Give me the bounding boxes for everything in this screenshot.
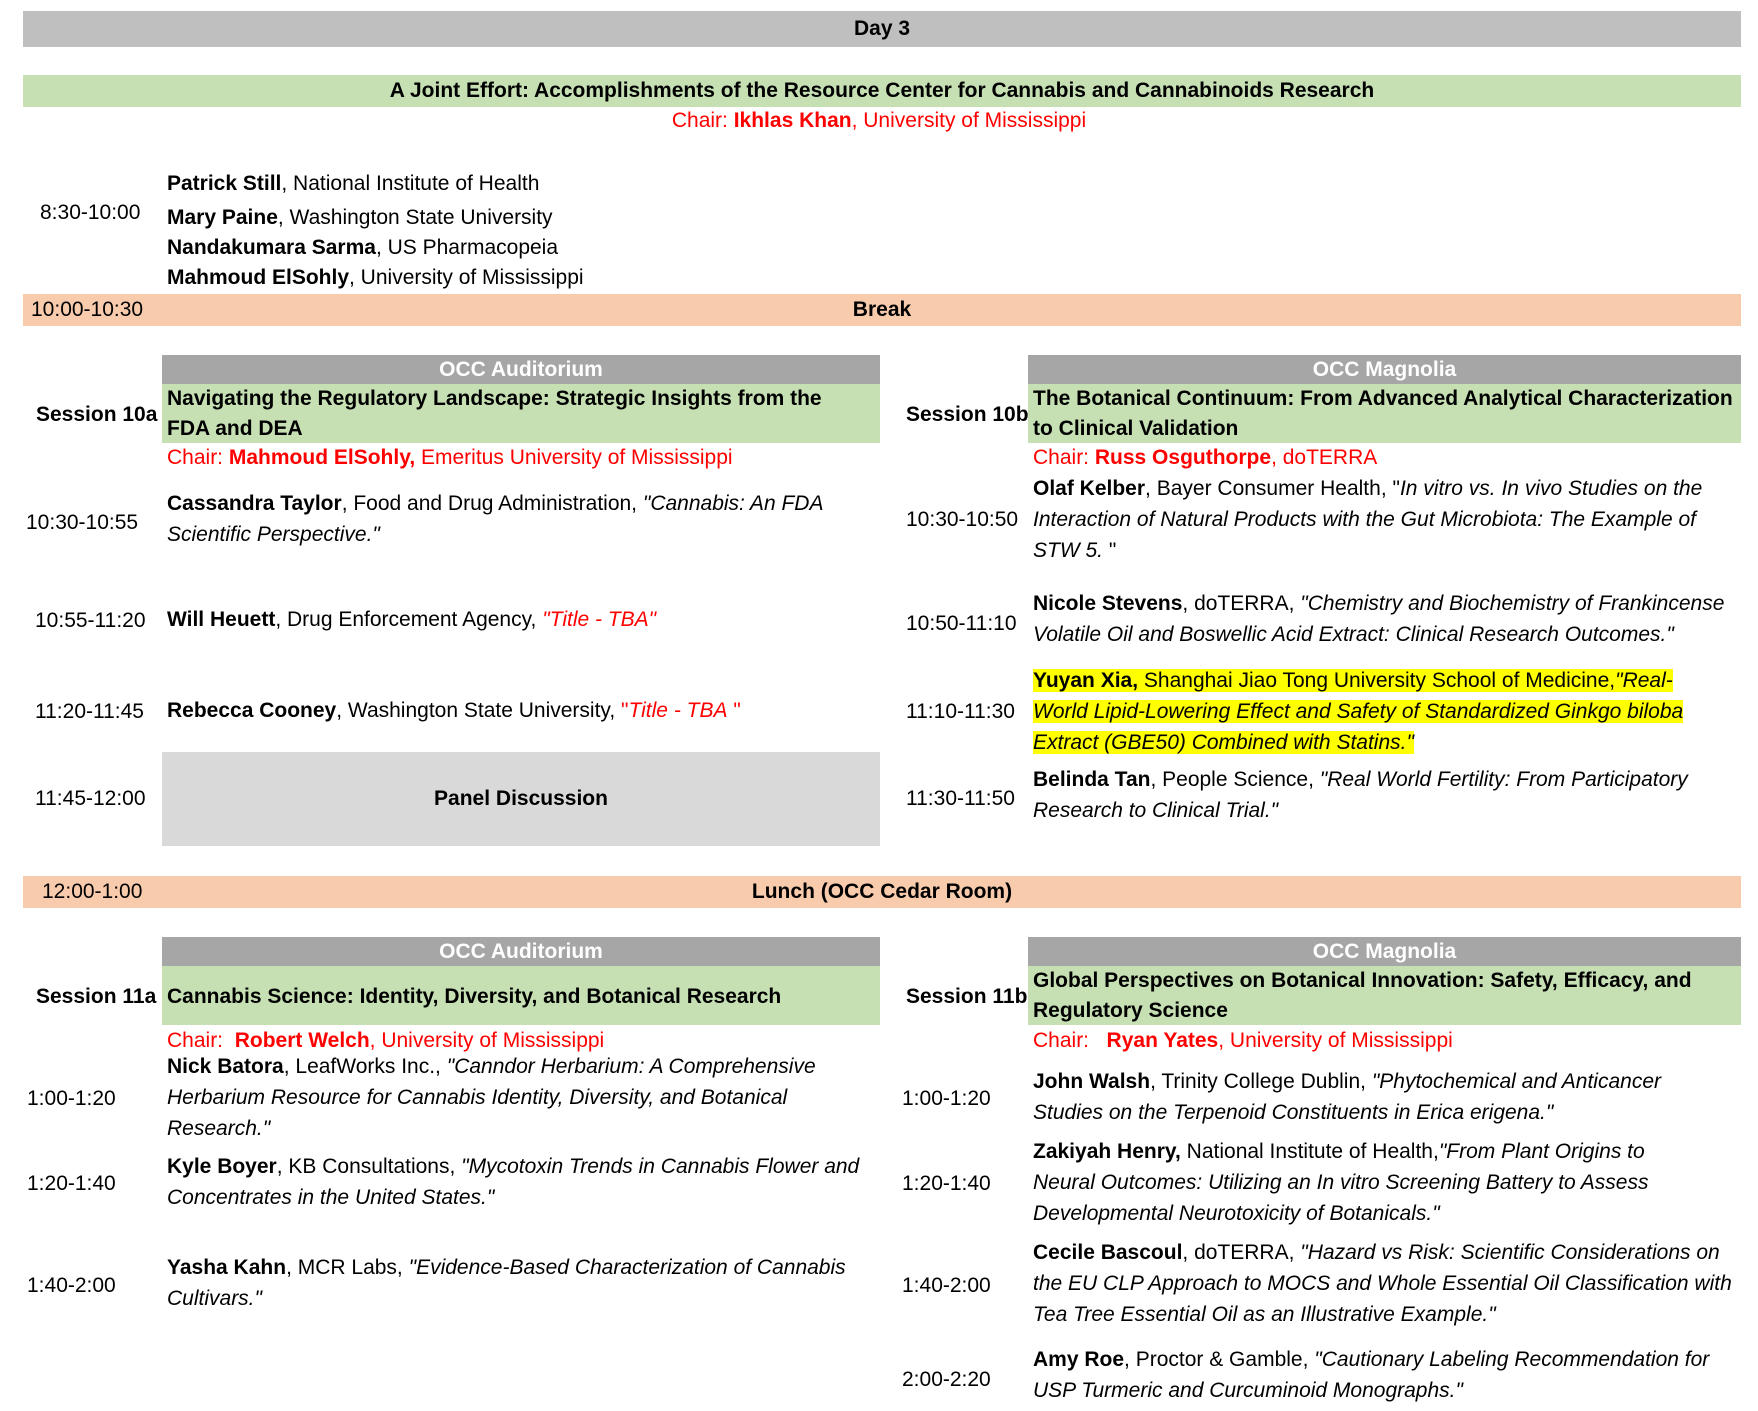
break-label: Break	[852, 298, 912, 321]
session11b-title: Global Perspectives on Botanical Innovation: Safety, Efficacy, and	[1033, 969, 1692, 992]
plenary-speaker: Nandakumara Sarma, US Pharmacopeia	[167, 236, 559, 259]
lunch-bar	[23, 876, 1741, 908]
talk-time: 11:30-11:50	[906, 787, 1015, 810]
session11a-title: Cannabis Science: Identity, Diversity, and Botanical Research	[167, 985, 782, 1008]
talk-title: Scientific Perspective."	[167, 523, 380, 546]
talk-entry: Will Heuett, Drug Enforcement Agency, "Title - TBA"	[167, 608, 657, 631]
talk-title: Research."	[167, 1117, 271, 1140]
talk-title: Extract (GBE50) Combined with Statins."	[1033, 731, 1414, 754]
talk-title: Tea Tree Essential Oil as an Illustrative Example."	[1033, 1303, 1496, 1326]
talk-title: STW 5. "	[1033, 539, 1117, 562]
talk-title: World Lipid-Lowering Effect and Safety of Standardized Ginkgo biloba	[1033, 700, 1684, 723]
talk-title: Developmental Neurotoxicity of Botanicals."	[1033, 1202, 1440, 1225]
talk-time: 2:00-2:20	[902, 1368, 991, 1391]
plenary-chair: Chair: Ikhlas Khan, University of Mississippi	[671, 109, 1087, 132]
talk-time: 10:30-10:55	[26, 511, 139, 534]
session10b-room: OCC Magnolia	[1028, 355, 1741, 384]
lunch-time: 12:00-1:00	[42, 880, 143, 903]
session10a-label: Session 10a	[36, 403, 158, 426]
talk-time: 10:50-11:10	[906, 612, 1017, 635]
break-bar	[23, 294, 1741, 326]
talk-entry: Cecile Bascoul, doTERRA, "Hazard vs Risk: Scientific Considerations on	[1033, 1241, 1720, 1264]
plenary-speaker: Mahmoud ElSohly, University of Mississippi	[167, 266, 584, 289]
session10a-title: FDA and DEA	[167, 417, 303, 440]
talk-time: 10:55-11:20	[35, 609, 146, 632]
session10a-chair: Chair: Mahmoud ElSohly, Emeritus University of Mississippi	[167, 446, 733, 469]
session10b-label: Session 10b	[906, 403, 1029, 426]
talk-time: 1:40-2:00	[27, 1274, 116, 1297]
plenary-title: A Joint Effort: Accomplishments of the Resource Center for Cannabis and Cannabinoids Research	[389, 79, 1375, 102]
talk-title: Volatile Oil and Boswellic Acid Extract: Clinical Research Outcomes."	[1033, 623, 1674, 646]
break-time: 10:00-10:30	[31, 298, 144, 321]
talk-time: 10:30-10:50	[906, 508, 1019, 531]
talk-title: Herbarium Resource for Cannabis Identity, Diversity, and Botanical	[167, 1086, 788, 1109]
day-title: Day 3	[853, 17, 911, 40]
talk-entry: Belinda Tan, People Science, "Real World Fertility: From Participatory	[1033, 768, 1688, 791]
talk-entry-highlighted: Yuyan Xia, Shanghai Jiao Tong University School of Medicine,"Real-	[1033, 669, 1673, 692]
plenary-speaker: Patrick Still, National Institute of Health	[167, 172, 540, 195]
session10b-title: The Botanical Continuum: From Advanced Analytical Characterization	[1033, 387, 1733, 410]
talk-title: Studies on the Terpenoid Constituents in Erica erigena."	[1033, 1101, 1554, 1124]
talk-time: 11:10-11:30	[906, 700, 1015, 723]
session11b-chair: Chair: Ryan Yates, University of Mississippi	[1033, 1029, 1453, 1052]
talk-time: 1:00-1:20	[902, 1087, 991, 1110]
talk-time: 11:20-11:45	[35, 700, 144, 723]
talk-entry: Zakiyah Henry, National Institute of Health,"From Plant Origins to	[1033, 1140, 1645, 1163]
plenary-title-bar	[23, 75, 1741, 107]
session10a-title: Navigating the Regulatory Landscape: Strategic Insights from the	[167, 387, 822, 410]
plenary-chair-name: Ikhlas Khan	[733, 109, 852, 132]
plenary-speaker: Mary Paine, Washington State University	[167, 206, 553, 229]
session11a-room: OCC Auditorium	[162, 937, 880, 966]
talk-entry: Kyle Boyer, KB Consultations, "Mycotoxin Trends in Cannabis Flower and	[167, 1155, 860, 1178]
talk-time: 1:40-2:00	[902, 1274, 991, 1297]
session11a-chair: Chair: Robert Welch, University of Mississippi	[167, 1029, 605, 1052]
session10a-room: OCC Auditorium	[162, 355, 880, 384]
talk-title: Neural Outcomes: Utilizing an In vitro Screening Battery to Assess	[1033, 1171, 1649, 1194]
talk-entry: Rebecca Cooney, Washington State University, "Title - TBA "	[167, 699, 741, 722]
session11a-label: Session 11a	[36, 985, 157, 1008]
talk-title: USP Turmeric and Curcuminoid Monographs."	[1033, 1379, 1463, 1402]
plenary-time: 8:30-10:00	[40, 201, 141, 224]
talk-entry: Amy Roe, Proctor & Gamble, "Cautionary Labeling Recommendation for	[1033, 1348, 1710, 1371]
talk-time: 11:45-12:00	[35, 787, 146, 810]
talk-title: Cultivars."	[167, 1287, 262, 1310]
session11b-room: OCC Magnolia	[1028, 937, 1741, 966]
talk-time: 1:20-1:40	[902, 1172, 991, 1195]
talk-title: the EU CLP Approach to MOCS and Whole Essential Oil Classification with	[1033, 1272, 1732, 1295]
talk-time: 1:20-1:40	[27, 1172, 116, 1195]
session10b-title: to Clinical Validation	[1033, 417, 1239, 440]
talk-entry: Olaf Kelber, Bayer Consumer Health, "In vitro vs. In vivo Studies on the	[1033, 477, 1703, 500]
talk-entry: John Walsh, Trinity College Dublin, "Phytochemical and Anticancer	[1033, 1070, 1661, 1093]
talk-title: Interaction of Natural Products with the Gut Microbiota: The Example of	[1033, 508, 1696, 531]
day-header	[23, 11, 1741, 47]
talk-entry: Nicole Stevens, doTERRA, "Chemistry and Biochemistry of Frankincense	[1033, 592, 1725, 615]
talk-title: Research to Clinical Trial."	[1033, 799, 1279, 822]
lunch-label: Lunch (OCC Cedar Room)	[751, 880, 1013, 903]
talk-entry: Cassandra Taylor, Food and Drug Administration, "Cannabis: An FDA	[167, 492, 824, 515]
talk-time: 1:00-1:20	[27, 1087, 116, 1110]
session10b-chair: Chair: Russ Osguthorpe, doTERRA	[1033, 446, 1378, 469]
session11b-label: Session 11b	[906, 985, 1028, 1008]
session11b-title: Regulatory Science	[1033, 999, 1228, 1022]
talk-entry: Yasha Kahn, MCR Labs, "Evidence-Based Characterization of Cannabis	[167, 1256, 846, 1279]
talk-title: Concentrates in the United States."	[167, 1186, 495, 1209]
talk-entry: Nick Batora, LeafWorks Inc., "Canndor Herbarium: A Comprehensive	[167, 1055, 816, 1078]
panel-discussion: Panel Discussion	[162, 752, 880, 846]
